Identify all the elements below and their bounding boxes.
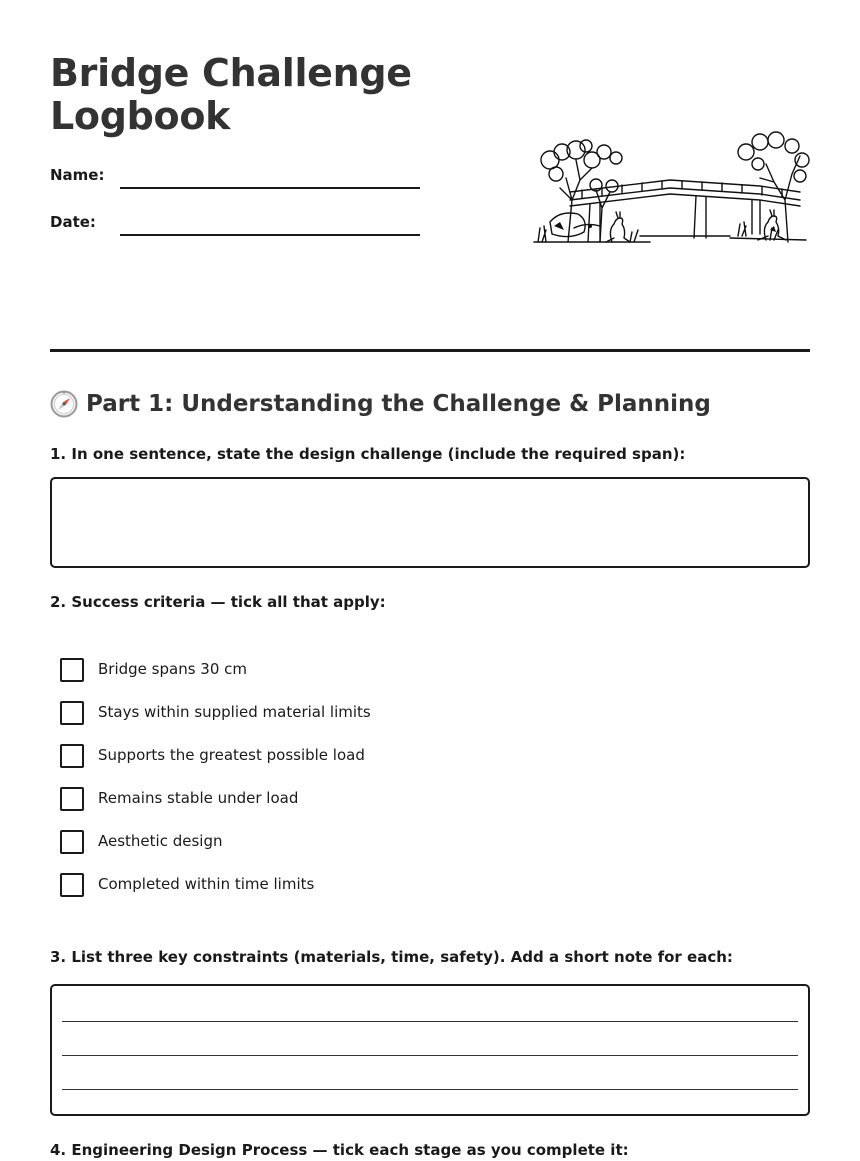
date-field[interactable] — [120, 234, 420, 236]
checklist-item-label: Aesthetic design — [98, 832, 223, 850]
success-criteria-checklist — [60, 657, 371, 915]
compass-icon — [50, 390, 78, 418]
checklist-item — [60, 743, 371, 786]
checkbox[interactable] — [60, 701, 84, 725]
date-label: Date: — [50, 213, 96, 231]
page-title — [50, 52, 412, 138]
part1-heading-text: Part 1: Understanding the Challenge & Planning — [86, 391, 711, 417]
checklist-item-label: Completed within time limits — [98, 875, 315, 893]
checkbox[interactable] — [60, 658, 84, 682]
constraint-line-2[interactable] — [62, 1055, 798, 1056]
question-4: 4. Engineering Design Process — tick each stage as you complete it: — [50, 1141, 629, 1159]
checklist-item-label: Stays within supplied material limits — [98, 703, 371, 721]
title-line-2: Logbook — [50, 94, 231, 138]
constraint-line-1[interactable] — [62, 1021, 798, 1022]
checklist-item — [60, 786, 371, 829]
title-line-1: Bridge Challenge — [50, 51, 412, 95]
name-field[interactable] — [120, 187, 420, 189]
checklist-item-label: Remains stable under load — [98, 789, 299, 807]
checkbox[interactable] — [60, 830, 84, 854]
q3-answer-box — [50, 984, 810, 1116]
checklist-item — [60, 872, 371, 915]
section-divider — [50, 349, 810, 352]
checklist-item — [60, 657, 371, 700]
question-3: 3. List three key constraints (materials, time, safety). Add a short note for each: — [50, 948, 733, 966]
part1-heading — [50, 388, 711, 420]
checklist-item-label: Supports the greatest possible load — [98, 746, 365, 764]
question-1: 1. In one sentence, state the design challenge (include the required span): — [50, 445, 686, 463]
checkbox[interactable] — [60, 744, 84, 768]
q1-answer-box[interactable] — [50, 477, 810, 568]
checkbox[interactable] — [60, 873, 84, 897]
checklist-item — [60, 829, 371, 872]
constraint-line-3[interactable] — [62, 1089, 798, 1090]
checklist-item — [60, 700, 371, 743]
name-label: Name: — [50, 166, 105, 184]
checklist-item-label: Bridge spans 30 cm — [98, 660, 247, 678]
bridge-landscape-illustration — [530, 130, 810, 250]
checkbox[interactable] — [60, 787, 84, 811]
question-2: 2. Success criteria — tick all that apply: — [50, 593, 386, 611]
